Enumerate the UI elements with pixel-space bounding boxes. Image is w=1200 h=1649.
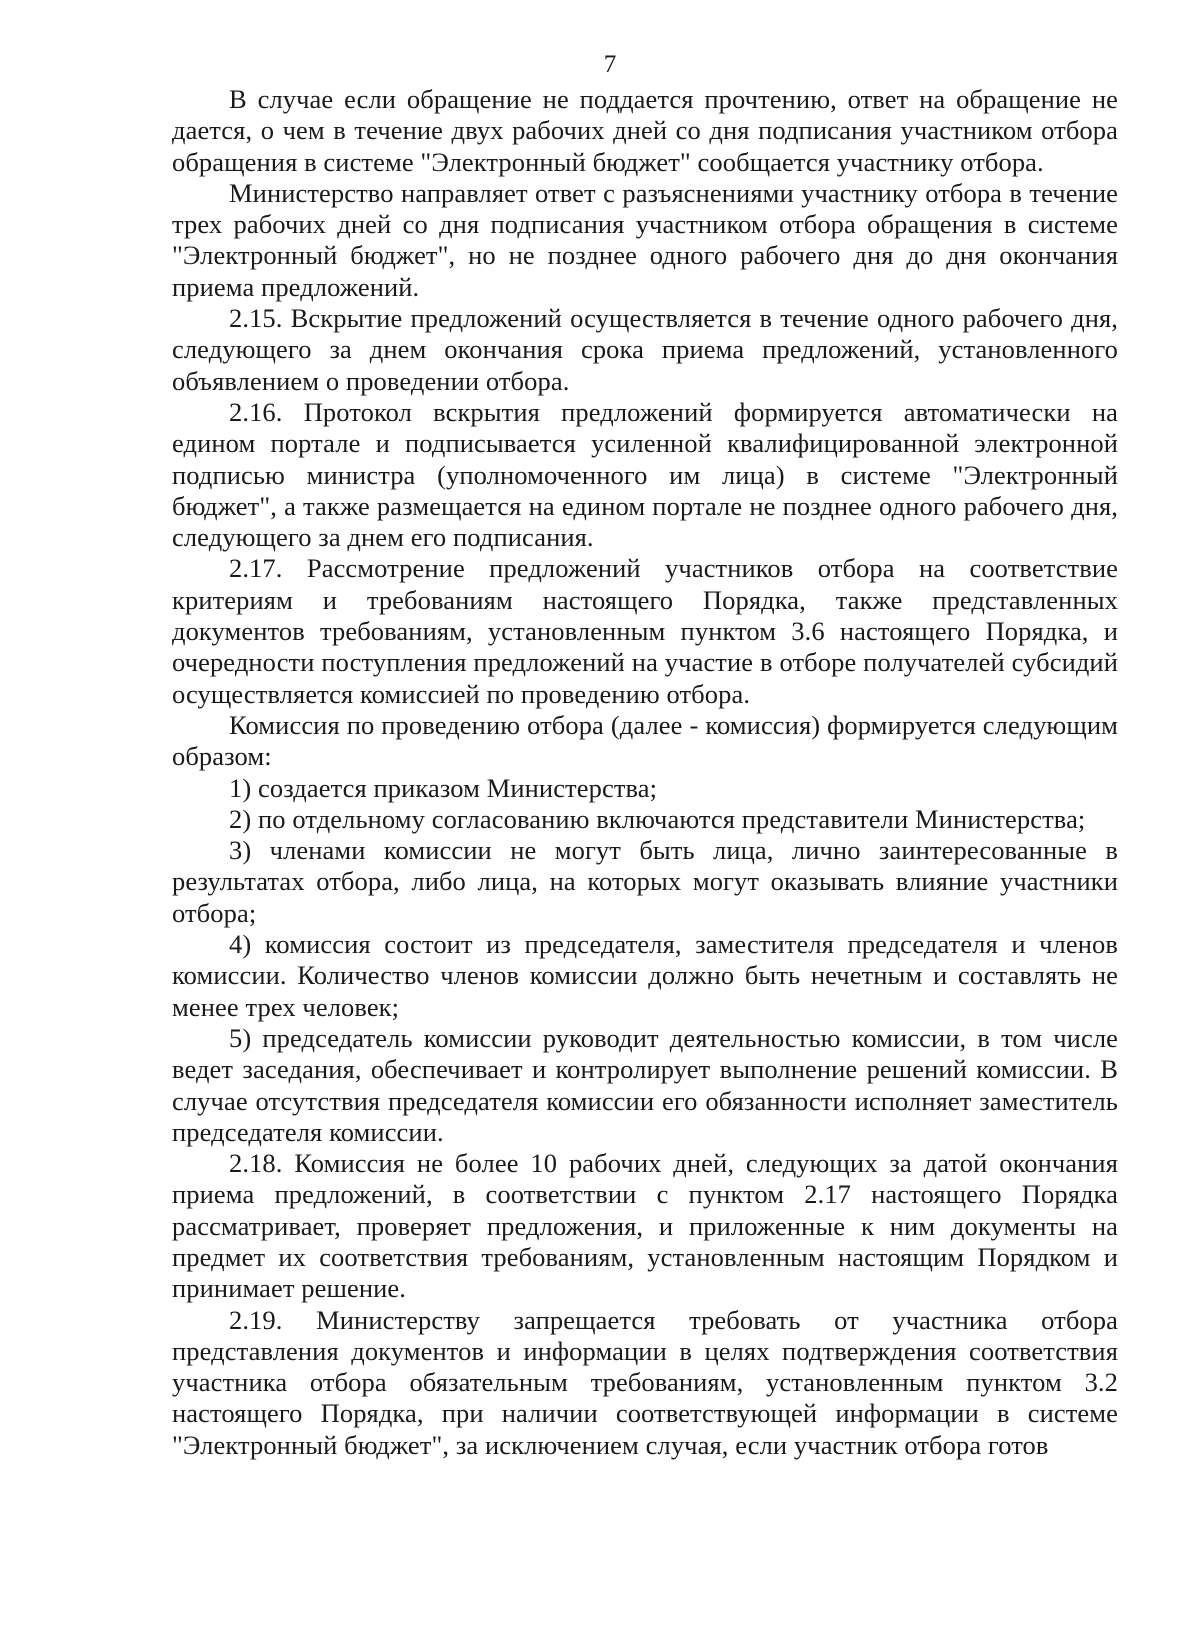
list-item-3: 3) членами комиссии не могут быть лица, лично заинтересованные в результатах отбора, либо лица, на которых могут оказывать влияние участники отбора; [172,835,1118,928]
list-item-1: 1) создается приказом Министерства; [229,772,658,803]
paragraph-2-17: 2.17. Рассмотрение предложений участников отбора на соответствие критериям и требованиям настоящего Порядка, также представленных документов требованиям, установленным пунктом 3.6 настоящего Порядка, и очередности поступления предложений на участие в отборе получателей субсидий осуществляется комиссией по проведению отбора. [172,553,1118,709]
list-item-2: 2) по отдельному согласованию включаются представители Министерства; [229,803,1086,834]
paragraph-unreadable-request: В случае если обращение не поддается прочтению, ответ на обращение не дается, о чем в течение двух рабочих дней со дня подписания участником отбора обращения в системе "Электронный бюджет" сообщается участнику отбора. [172,84,1118,177]
paragraph-ministry-response: Министерство направляет ответ с разъяснениями участнику отбора в течение трех рабочих дней со дня подписания участником отбора обращения в системе "Электронный бюджет", но не позднее одного рабочего дня до дня окончания приема предложений. [172,177,1118,302]
paragraph-2-18: 2.18. Комиссия не более 10 рабочих дней, следующих за датой окончания приема предложений, в соответствии с пунктом 2.17 настоящего Порядка рассматривает, проверяет предложения, и приложенные к ним документы на предмет их соответствия требованиям, установленным настоящим Порядком и принимает решение. [172,1148,1118,1304]
paragraph-2-16: 2.16. Протокол вскрытия предложений формируется автоматически на едином портале и подписывается усиленной квалифицированной электронной подписью министра (уполномоченного им лица) в системе "Электронный бюджет", а также размещается на едином портале не позднее одного рабочего дня, следующего за днем его подписания. [172,396,1118,553]
list-item-5: 5) председатель комиссии руководит деятельностью комиссии, в том числе ведет заседания, обеспечивает и контролирует выполнение решений комиссии. В случае отсутствия председателя комиссии его обязанности исполняет заместитель председателя комиссии. [172,1022,1118,1147]
list-item-4: 4) комиссия состоит из председателя, заместителя председателя и членов комиссии. Количество членов комиссии должно быть нечетным и составлять не менее трех человек; [172,929,1118,1022]
paragraph-commission-formation: Комиссия по проведению отбора (далее - комиссия) формируется следующим образом: [172,709,1118,772]
page-number: 7 [603,51,617,78]
paragraph-2-19: 2.19. Министерству запрещается требовать от участника отбора представления документов и информации в целях подтверждения соответствия участника отбора обязательным требованиям, установленным пунктом 3.2 настоящего Порядка, при наличии соответствующей информации в системе "Электронный бюджет", за исключением случая, если участник отбора готов [172,1304,1118,1460]
paragraph-2-15: 2.15. Вскрытие предложений осуществляется в течение одного рабочего дня, следующего за днем окончания срока приема предложений, установленного объявлением о проведении отбора. [172,303,1118,396]
document-body [172,84,1118,1461]
